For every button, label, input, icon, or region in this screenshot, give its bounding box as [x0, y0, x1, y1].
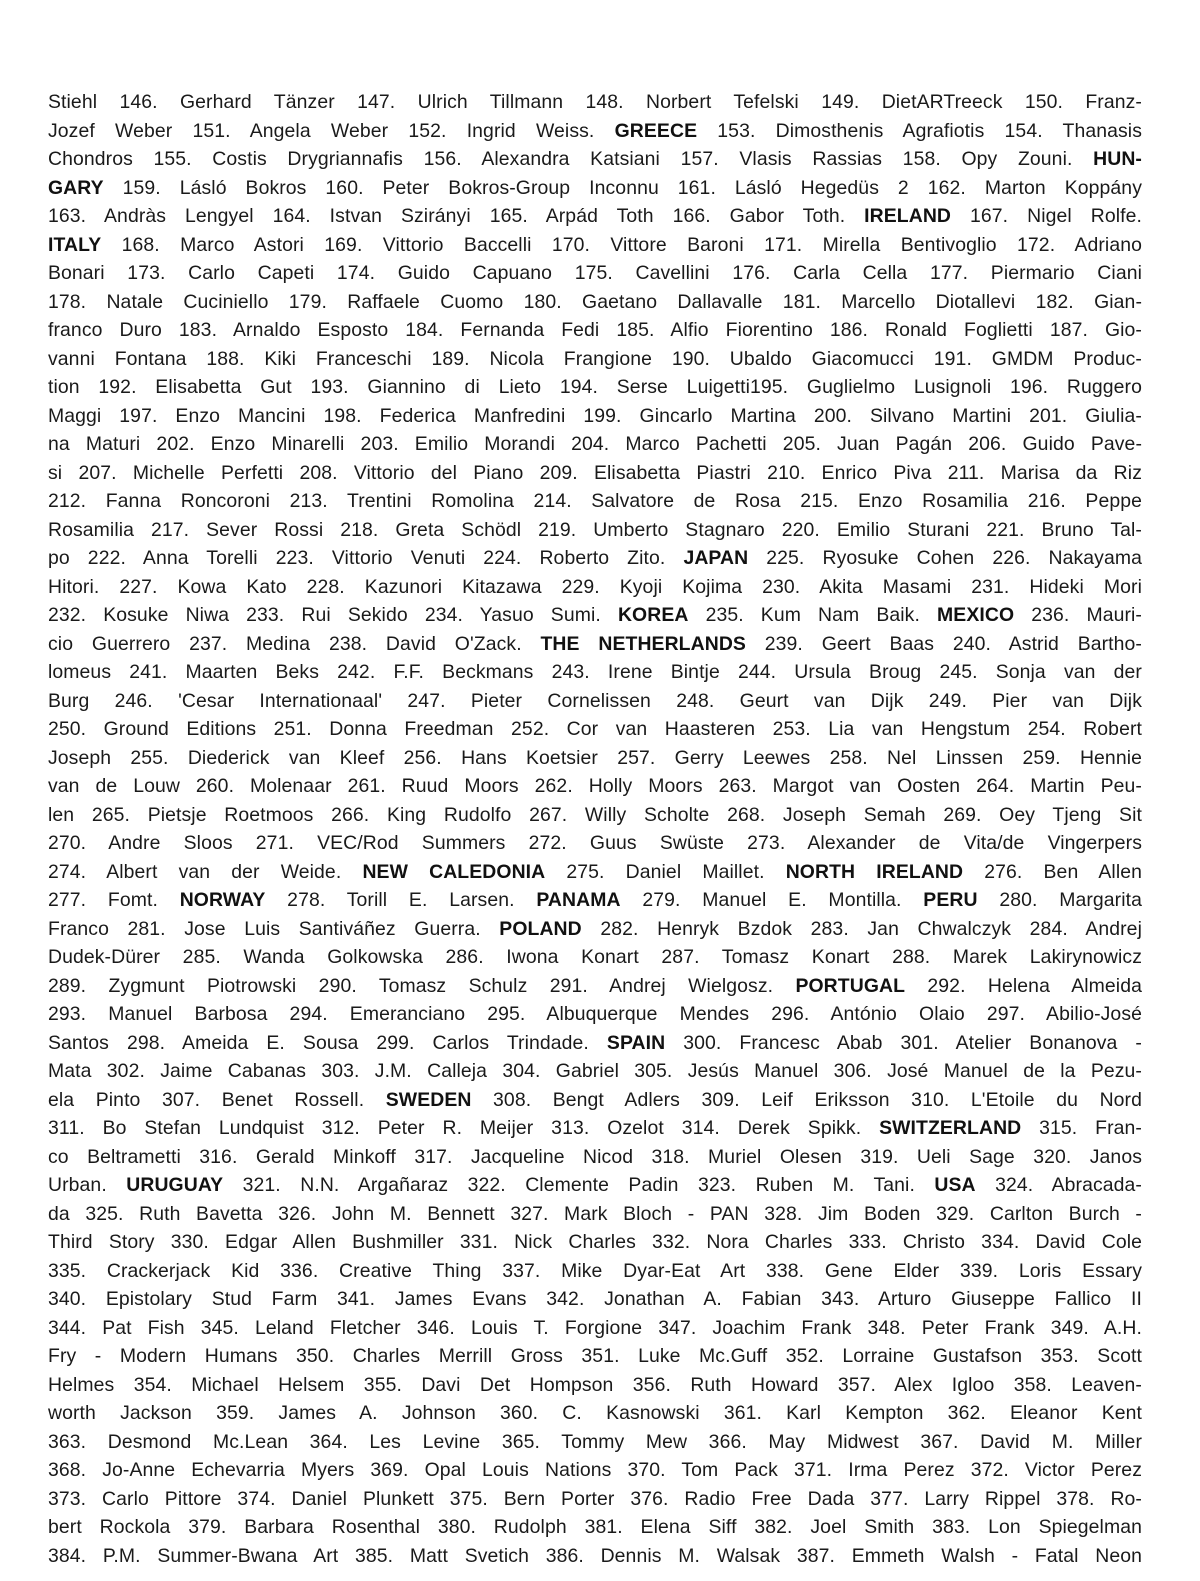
text-line: Burg 246. 'Cesar Internationaal' 247. Pieter Cornelissen 248. Geurt van Dijk 249. Pier van Dijk — [48, 689, 1142, 712]
document-page — [48, 88, 1142, 1570]
text-line: co Beltrametti 316. Gerald Minkoff 317. Jacqueline Nicod 318. Muriel Olesen 319. Ueli Sage 320. Janos — [48, 1145, 1142, 1168]
text-line: 373. Carlo Pittore 374. Daniel Plunkett 375. Bern Porter 376. Radio Free Dada 377. Larry Rippel 378. Ro- — [48, 1487, 1142, 1510]
text-line: 335. Crackerjack Kid 336. Creative Thing 337. Mike Dyar-Eat Art 338. Gene Elder 339. Loris Essary — [48, 1259, 1142, 1282]
country-heading: PANAMA — [536, 889, 621, 911]
text-line: Third Story 330. Edgar Allen Bushmiller 331. Nick Charles 332. Nora Charles 333. Christo 334. David Cole — [48, 1231, 1142, 1253]
text-line: 363. Desmond Mc.Lean 364. Les Levine 365. Tommy Mew 366. May Midwest 367. David M. Miller — [48, 1430, 1142, 1453]
text-line: franco Duro 183. Arnaldo Esposto 184. Fernanda Fedi 185. Alfio Fiorentino 186. Ronald Foglietti 187. Gio- — [48, 319, 1142, 341]
text-line: 384. P.M. Summer-Bwana Art 385. Matt Svetich 386. Dennis M. Walsak 387. Emmeth Walsh - Fatal Neon — [48, 1544, 1142, 1567]
text-line: po 222. Anna Torelli 223. Vittorio Venuti 224. Roberto Zito. JAPAN 225. Ryosuke Cohen 226. Nakayama — [48, 547, 1142, 569]
country-heading: SPAIN — [606, 1031, 666, 1054]
text-line: si 207. Michelle Perfetti 208. Vittorio del Piano 209. Elisabetta Piastri 210. Enrico Piva 211. Marisa da Riz — [48, 461, 1142, 484]
text-line: tion 192. Elisabetta Gut 193. Giannino di Lieto 194. Serse Luigetti195. Guglielmo Lusignoli 196. Ruggero — [48, 376, 1142, 398]
text-line: Mata 302. Jaime Cabanas 303. J.M. Calleja 304. Gabriel 305. Jesús Manuel 306. José Manuel de la Pezu- — [48, 1060, 1142, 1082]
text-line: Maggi 197. Enzo Mancini 198. Federica Manfredini 199. Gincarlo Martina 200. Silvano Martini 201. Giulia- — [48, 404, 1142, 427]
country-heading: IRELAND — [864, 205, 952, 227]
country-heading: URUGUAY — [126, 1174, 224, 1196]
text-line: Helmes 354. Michael Helsem 355. Davi Det Hompson 356. Ruth Howard 357. Alex Igloo 358. Leaven- — [48, 1373, 1142, 1396]
country-heading: SWEDEN — [385, 1088, 472, 1111]
text-line: 368. Jo-Anne Echevarria Myers 369. Opal Louis Nations 370. Tom Pack 371. Irma Perez 372. Victor Perez — [48, 1459, 1142, 1481]
text-line: Rosamilia 217. Sever Rossi 218. Greta Schödl 219. Umberto Stagnaro 220. Emilio Sturani 221. Bruno Tal- — [48, 518, 1142, 541]
text-line: Dudek-Dürer 285. Wanda Golkowska 286. Iwona Konart 287. Tomasz Konart 288. Marek Lakirynowicz — [48, 946, 1142, 968]
text-line: Franco 281. Jose Luis Santiváñez Guerra. POLAND 282. Henryk Bzdok 283. Jan Chwalczyk 284. Andrej — [48, 917, 1142, 940]
country-heading: NEW CALEDONIA — [362, 860, 546, 883]
text-line: 293. Manuel Barbosa 294. Emeranciano 295. Albuquerque Mendes 296. António Olaio 297. Abilio-José — [48, 1003, 1142, 1025]
country-heading: ITALY — [48, 233, 102, 256]
text-line: 232. Kosuke Niwa 233. Rui Sekido 234. Yasuo Sumi. KOREA 235. Kum Nam Baik. MEXICO 236. Mauri- — [48, 604, 1142, 626]
country-heading: GREECE — [614, 119, 698, 142]
text-line: Joseph 255. Diederick van Kleef 256. Hans Koetsier 257. Gerry Leewes 258. Nel Linssen 259. Hennie — [48, 746, 1142, 769]
text-line: vanni Fontana 188. Kiki Franceschi 189. Nicola Frangione 190. Ubaldo Giacomucci 191. GMDM Produc- — [48, 347, 1142, 370]
text-line: na Maturi 202. Enzo Minarelli 203. Emilio Morandi 204. Marco Pachetti 205. Juan Pagán 206. Guido Pave- — [48, 433, 1142, 455]
text-line: 270. Andre Sloos 271. VEC/Rod Summers 272. Guus Swüste 273. Alexander de Vita/de Vingerpers — [48, 832, 1142, 854]
text-line: GARY 159. Lásló Bokros 160. Peter Bokros-Group Inconnu 161. Lásló Hegedüs 2 162. Marton Koppány — [48, 176, 1142, 199]
country-heading: POLAND — [499, 917, 582, 940]
text-line: 340. Epistolary Stud Farm 341. James Evans 342. Jonathan A. Fabian 343. Arturo Giuseppe Fallico II — [48, 1288, 1142, 1310]
country-heading: HUN- — [1093, 148, 1142, 170]
text-line: Santos 298. Ameida E. Sousa 299. Carlos Trindade. SPAIN 300. Francesc Abab 301. Atelier Bonanova - — [48, 1031, 1142, 1054]
text-line: ITALY 168. Marco Astori 169. Vittorio Baccelli 170. Vittore Baroni 171. Mirella Bentivoglio 172. Adriano — [48, 233, 1142, 256]
text-line: 212. Fanna Roncoroni 213. Trentini Romolina 214. Salvatore de Rosa 215. Enzo Rosamilia 216. Peppe — [48, 490, 1142, 512]
text-line: worth Jackson 359. James A. Johnson 360. C. Kasnowski 361. Karl Kempton 362. Eleanor Kent — [48, 1402, 1142, 1424]
text-line: Jozef Weber 151. Angela Weber 152. Ingrid Weiss. GREECE 153. Dimosthenis Agrafiotis 154. Thanasis — [48, 119, 1142, 142]
country-heading: SWITZERLAND — [879, 1117, 1022, 1139]
text-line: cio Guerrero 237. Medina 238. David O'Zack. THE NETHERLANDS 239. Geert Baas 240. Astrid Bartho- — [48, 632, 1142, 655]
text-line: 289. Zygmunt Piotrowski 290. Tomasz Schulz 291. Andrej Wielgosz. PORTUGAL 292. Helena Almeida — [48, 974, 1142, 997]
country-heading: MEXICO — [937, 604, 1015, 626]
text-line: 163. Andràs Lengyel 164. Istvan Szirányi 165. Arpád Toth 166. Gabor Toth. IRELAND 167. Nigel Rolfe. — [48, 205, 1142, 227]
text-line: da 325. Ruth Bavetta 326. John M. Bennett 327. Mark Bloch - PAN 328. Jim Boden 329. Carlton Burch - — [48, 1202, 1142, 1225]
text-line: van de Louw 260. Molenaar 261. Ruud Moors 262. Holly Moors 263. Margot van Oosten 264. Martin Peu- — [48, 775, 1142, 797]
country-heading: KOREA — [617, 604, 689, 626]
text-line: bert Rockola 379. Barbara Rosenthal 380. Rudolph 381. Elena Siff 382. Joel Smith 383. Lon Spiegelman — [48, 1516, 1142, 1538]
text-line: 178. Natale Cuciniello 179. Raffaele Cuomo 180. Gaetano Dallavalle 181. Marcello Diotallevi 182. Gian- — [48, 290, 1142, 313]
text-line: Bonari 173. Carlo Capeti 174. Guido Capuano 175. Cavellini 176. Carla Cella 177. Piermario Ciani — [48, 262, 1142, 284]
country-heading: NORWAY — [179, 889, 266, 911]
text-line: lomeus 241. Maarten Beks 242. F.F. Beckmans 243. Irene Bintje 244. Ursula Broug 245. Sonja van der — [48, 661, 1142, 683]
country-heading: THE NETHERLANDS — [540, 632, 746, 655]
text-line: Fry - Modern Humans 350. Charles Merrill Gross 351. Luke Mc.Guff 352. Lorraine Gustafson 353. Scott — [48, 1345, 1142, 1367]
text-line: Urban. URUGUAY 321. N.N. Argañaraz 322. Clemente Padin 323. Ruben M. Tani. USA 324. Abracada- — [48, 1174, 1142, 1196]
text-line: 250. Ground Editions 251. Donna Freedman 252. Cor van Haasteren 253. Lia van Hengstum 254. Robert — [48, 718, 1142, 740]
text-line: 311. Bo Stefan Lundquist 312. Peter R. Meijer 313. Ozelot 314. Derek Spikk. SWITZERLAND 315. Fran- — [48, 1117, 1142, 1139]
text-line: Hitori. 227. Kowa Kato 228. Kazunori Kitazawa 229. Kyoji Kojima 230. Akita Masami 231. Hideki Mori — [48, 575, 1142, 598]
text-line: 344. Pat Fish 345. Leland Fletcher 346. Louis T. Forgione 347. Joachim Frank 348. Peter Frank 349. A.H. — [48, 1316, 1142, 1339]
text-line: Chondros 155. Costis Drygriannafis 156. Alexandra Katsiani 157. Vlasis Rassias 158. Opy Zouni. HUN- — [48, 148, 1142, 170]
country-heading: JAPAN — [683, 547, 749, 569]
text-line: len 265. Pietsje Roetmoos 266. King Rudolfo 267. Willy Scholte 268. Joseph Semah 269. Oey Tjeng Sit — [48, 803, 1142, 826]
country-heading: NORTH IRELAND — [785, 860, 964, 883]
country-heading: PORTUGAL — [795, 974, 906, 997]
country-heading: USA — [934, 1174, 976, 1196]
text-line: 274. Albert van der Weide. NEW CALEDONIA 275. Daniel Maillet. NORTH IRELAND 276. Ben Allen — [48, 860, 1142, 883]
text-line: ela Pinto 307. Benet Rossell. SWEDEN 308. Bengt Adlers 309. Leif Eriksson 310. L'Etoile du Nord — [48, 1088, 1142, 1111]
text-line: Stiehl 146. Gerhard Tänzer 147. Ulrich Tillmann 148. Norbert Tefelski 149. DietARTreeck 150. Franz- — [48, 91, 1142, 113]
country-heading: PERU — [923, 889, 978, 911]
text-line: 277. Fomt. NORWAY 278. Torill E. Larsen. PANAMA 279. Manuel E. Montilla. PERU 280. Margarita — [48, 889, 1142, 911]
country-heading: GARY — [48, 176, 104, 199]
